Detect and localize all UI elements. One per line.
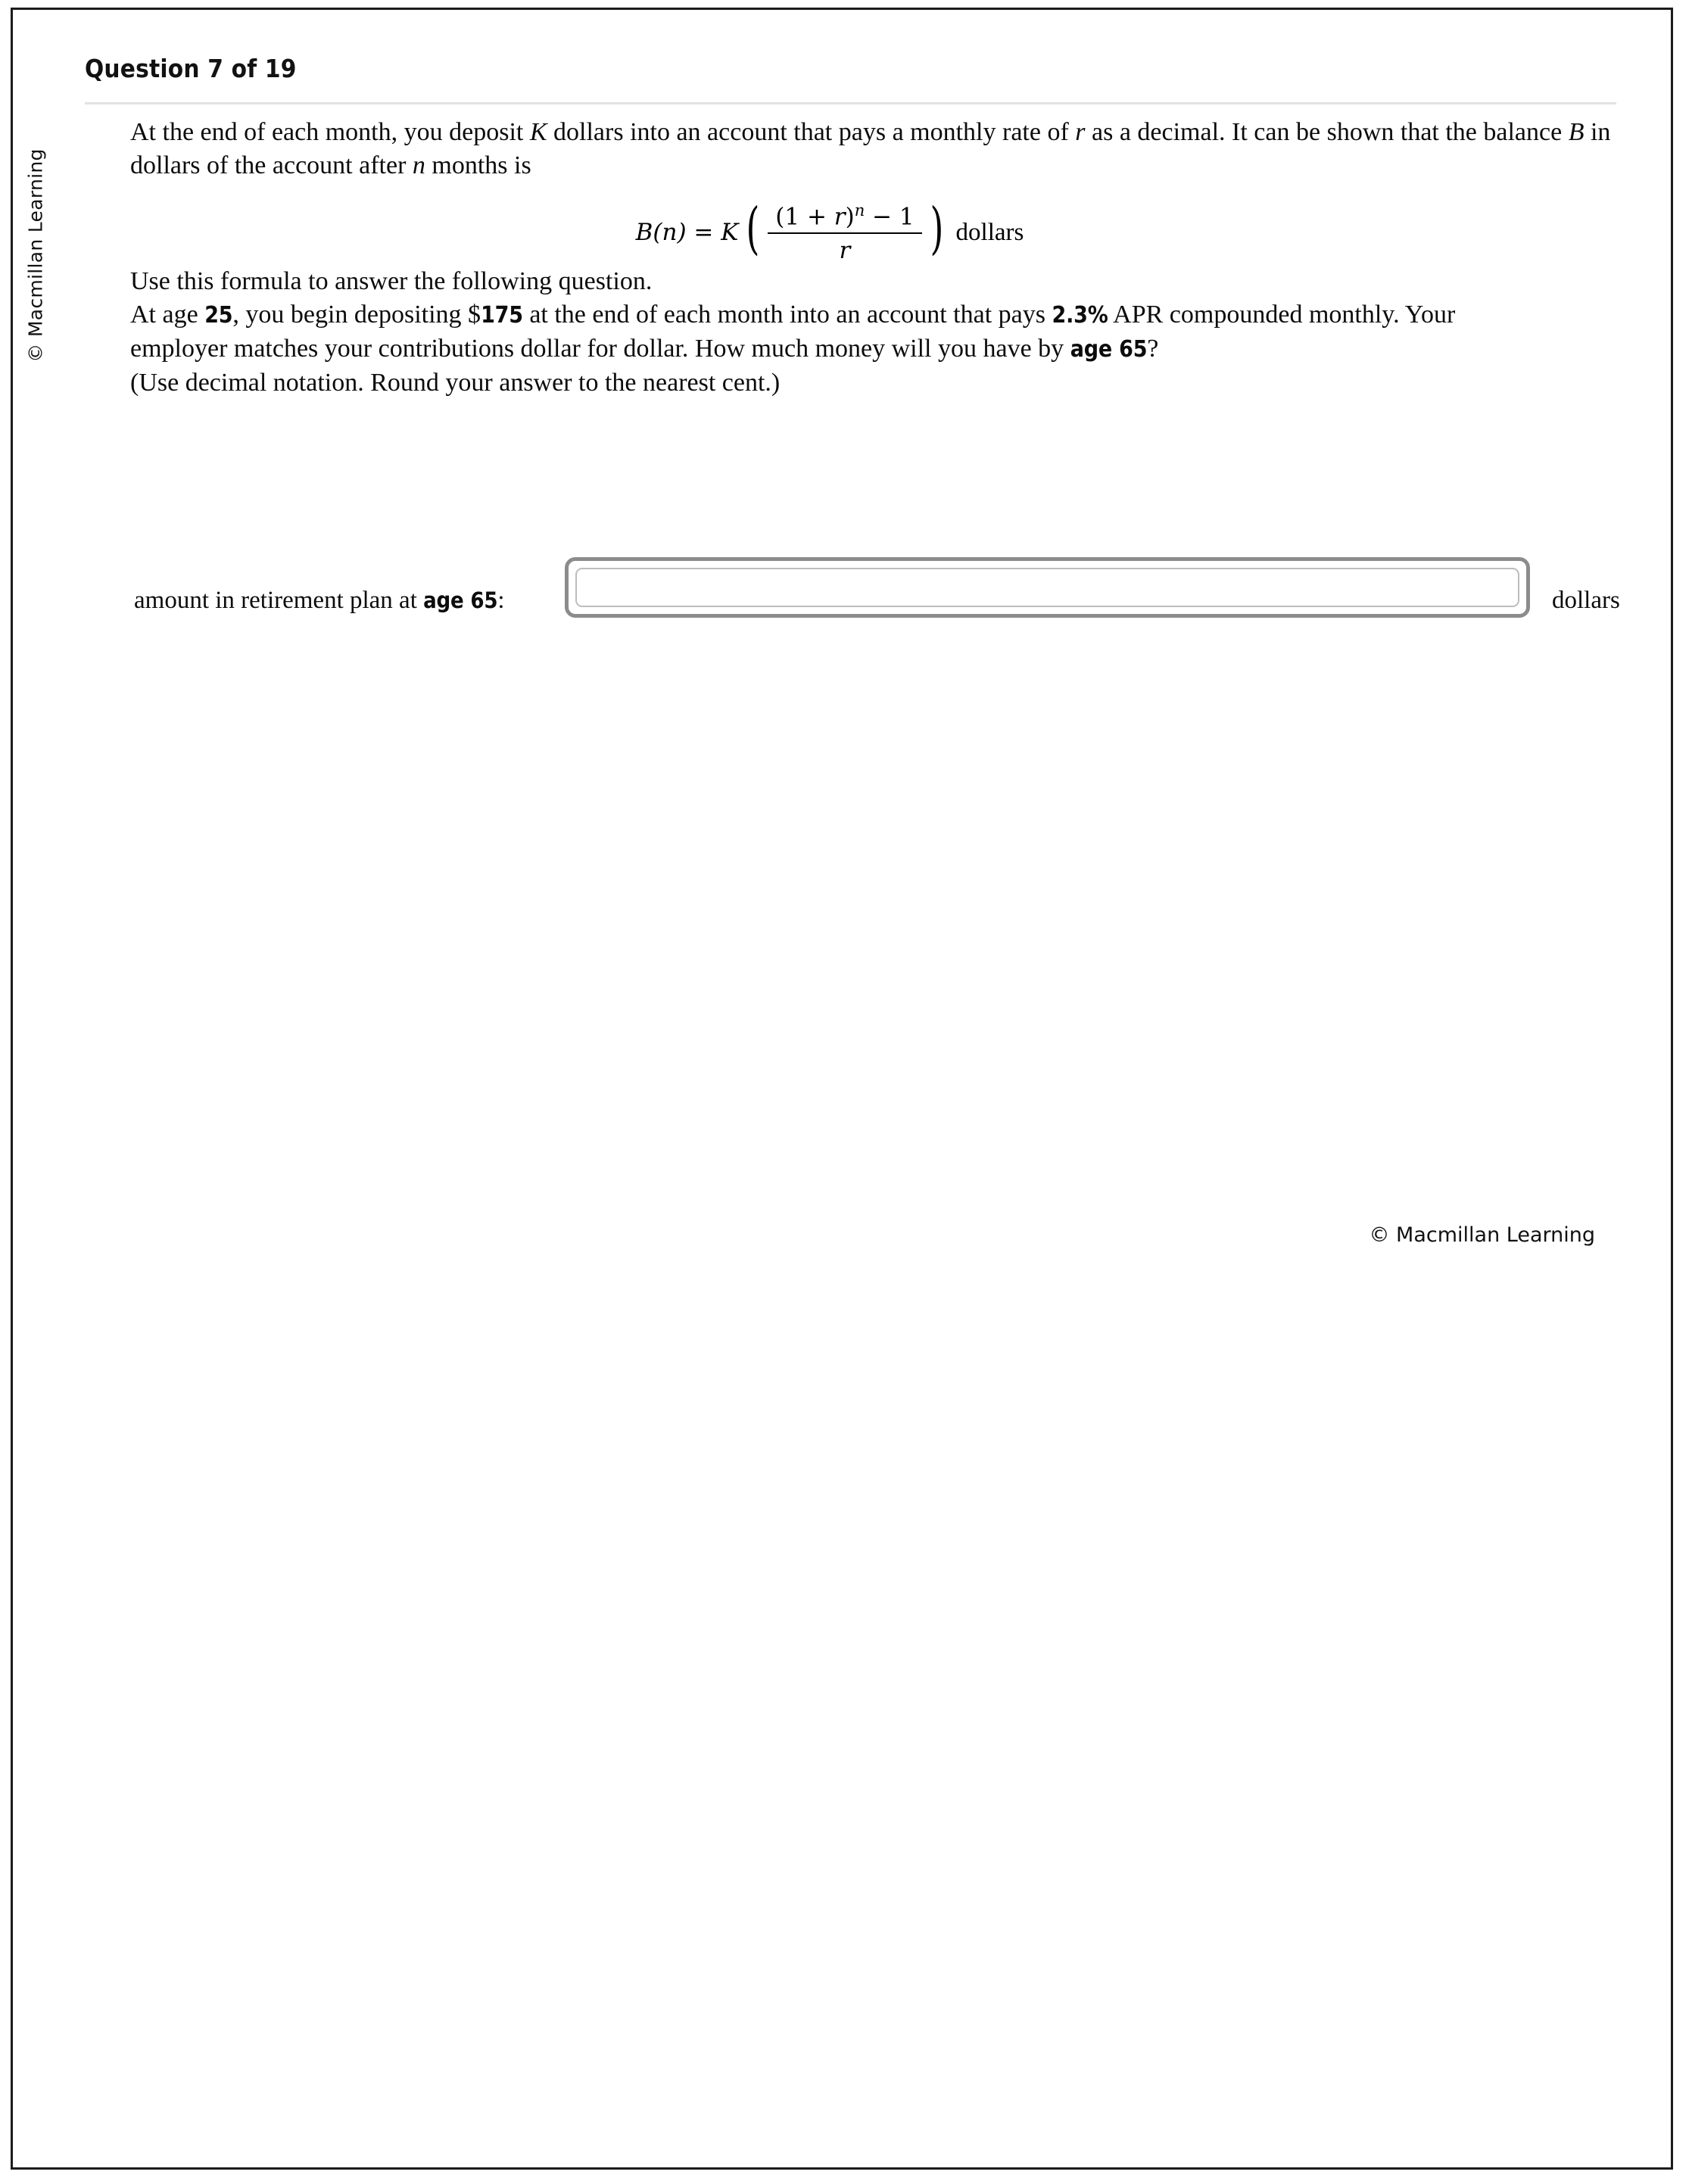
math-var-n: n: [412, 151, 425, 179]
intro-text-3: as a decimal. It can be shown that the balance: [1085, 118, 1569, 146]
math-var-r: r: [1075, 118, 1086, 146]
use-formula-instruction: Use this formula to answer the following question.: [130, 267, 653, 296]
question-seg-2: , you begin depositing $: [232, 301, 481, 329]
answer-format-note: (Use decimal notation. Round your answer to the nearest cent.): [130, 369, 781, 397]
question-page: [11, 8, 1673, 2170]
question-body: [130, 116, 1618, 400]
math-var-b: B: [1568, 118, 1584, 146]
answer-field-label: [134, 587, 504, 615]
end-age-value: age 65: [1070, 336, 1148, 363]
question-seg-4: APR compounded monthly. Your employer matches your contributions dollar for dollar. How much money will you have by: [130, 301, 1456, 363]
answer-label-post: :: [497, 587, 505, 614]
formula-denominator: r: [839, 237, 851, 265]
numerator-close-paren: ): [845, 203, 855, 231]
formula-lhs: B(n) = K: [635, 219, 739, 247]
side-copyright-label: © Macmillan Learning: [24, 148, 47, 363]
page-title: Question 7 of 19: [85, 54, 297, 83]
question-paragraph: [130, 298, 1502, 366]
answer-unit-label: dollars: [1552, 587, 1620, 614]
answer-label-pre: amount in retirement plan at: [134, 587, 424, 614]
start-age-value: 25: [204, 302, 233, 329]
numerator-pre: (1 +: [775, 203, 834, 231]
bottom-copyright-label: © Macmillan Learning: [1369, 1223, 1595, 1247]
deposit-amount-value: 175: [481, 302, 523, 329]
intro-paragraph: [130, 116, 1613, 182]
intro-text-5: months is: [425, 151, 531, 179]
numerator-post: − 1: [865, 203, 915, 231]
intro-text-4: in dollars of the account after: [130, 118, 1611, 179]
question-seg-3: at the end of each month into an account that pays: [522, 301, 1052, 329]
formula-block: [130, 196, 1613, 265]
header-divider: [85, 102, 1616, 104]
formula-numerator: [768, 201, 921, 234]
apr-rate-value: 2.3%: [1052, 302, 1108, 329]
answer-input[interactable]: [575, 568, 1519, 607]
intro-text-2: dollars into an account that pays a monthly rate of: [547, 118, 1076, 146]
numerator-exponent-n: n: [854, 201, 865, 220]
answer-input-frame[interactable]: [565, 557, 1530, 618]
intro-text-1: At the end of each month, you deposit: [130, 118, 530, 146]
answer-row: [134, 576, 1641, 637]
answer-label-age: age 65: [423, 587, 498, 613]
math-var-k: K: [529, 118, 547, 146]
question-seg-5: ?: [1147, 335, 1159, 363]
balance-formula: B(n) = K ( $\frac{(1 + r)^n - 1}{r}$ ) dollars: [635, 196, 1024, 265]
formula-fraction: [768, 201, 921, 264]
numerator-var-r: r: [834, 203, 846, 231]
question-seg-1: At age: [130, 301, 205, 329]
formula-unit-label: dollars: [955, 219, 1024, 247]
